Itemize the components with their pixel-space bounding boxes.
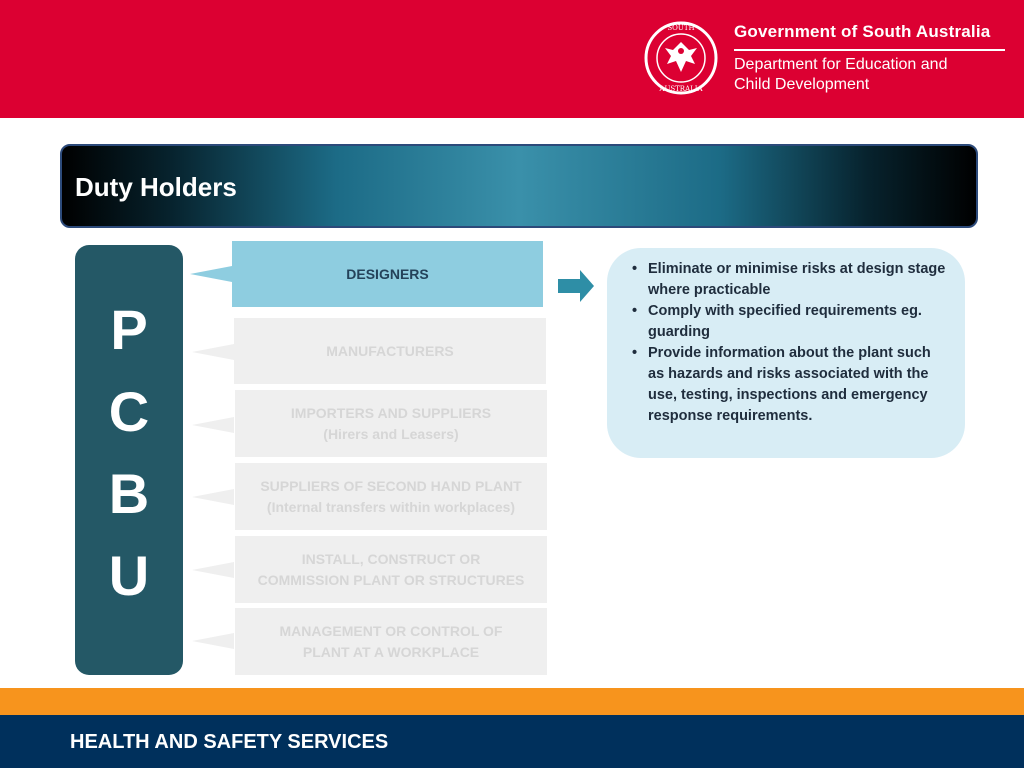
bullet-icon: • [632,303,638,319]
pcbu-letter-c: C [108,380,150,443]
list-item: • Comply with specified requirements eg. guarding [632,303,922,340]
south-australia-seal-icon [643,20,719,96]
duty-holder-second-hand-suppliers[interactable] [235,463,547,530]
duty-holder-importers-suppliers[interactable] [235,390,547,457]
header-divider [734,49,1005,51]
connector-wedge [190,266,232,282]
duty-holder-line1: DESIGNERS [346,265,429,282]
connector-wedge [192,489,234,505]
duty-holder-line1: MANAGEMENT OR CONTROL OF [279,622,503,639]
connector-wedge [192,344,234,360]
duty-holder-line1: MANUFACTURERS [326,342,454,359]
duty-holder-designers[interactable] [232,241,543,307]
duty-holder-install-construct[interactable] [235,536,547,603]
duty-holder-line1: INSTALL, CONSTRUCT OR [301,550,481,567]
department-name-line2: Child Development [734,76,870,93]
duty-holder-line2: PLANT AT A WORKPLACE [302,643,480,660]
duty-holder-line1: SUPPLIERS OF SECOND HAND PLANT [260,477,522,494]
connector-wedge [192,633,234,649]
svg-text:AUSTRALIA: AUSTRALIA [659,85,703,93]
pcbu-letter-b: B [108,462,150,525]
connector-wedge [192,417,234,433]
duty-holder-manufacturers[interactable] [234,318,546,384]
pcbu-letter-u: U [108,544,150,607]
department-name-line1: Department for Education and [734,56,948,73]
government-title: Government of South Australia [734,22,991,41]
duty-holder-line2: COMMISSION PLANT OR STRUCTURES [257,571,525,588]
duty-holder-management-control[interactable] [235,608,547,675]
svg-text:SOUTH: SOUTH [667,24,695,32]
bullet-icon: • [632,261,638,277]
right-arrow-icon [558,270,594,302]
pcbu-letter-p: P [110,298,148,361]
bullet-icon: • [632,345,638,361]
responsibility-list [630,259,950,427]
connector-wedge [192,562,234,578]
list-item: • Eliminate or minimise risks at design stage where practicable [632,261,946,298]
footer-accent-band [0,688,1024,715]
slide-title: Duty Holders [75,172,237,202]
footer-title: HEALTH AND SAFETY SERVICES [70,731,389,753]
duty-holder-line2: (Internal transfers within workplaces) [266,498,516,515]
list-item: • Provide information about the plant such as hazards and risks associated with the use, testing, inspections and emergency response requirements. [632,345,931,424]
duty-holder-line2: (Hirers and Leasers) [323,425,459,442]
duty-holder-line1: IMPORTERS AND SUPPLIERS [290,404,492,421]
